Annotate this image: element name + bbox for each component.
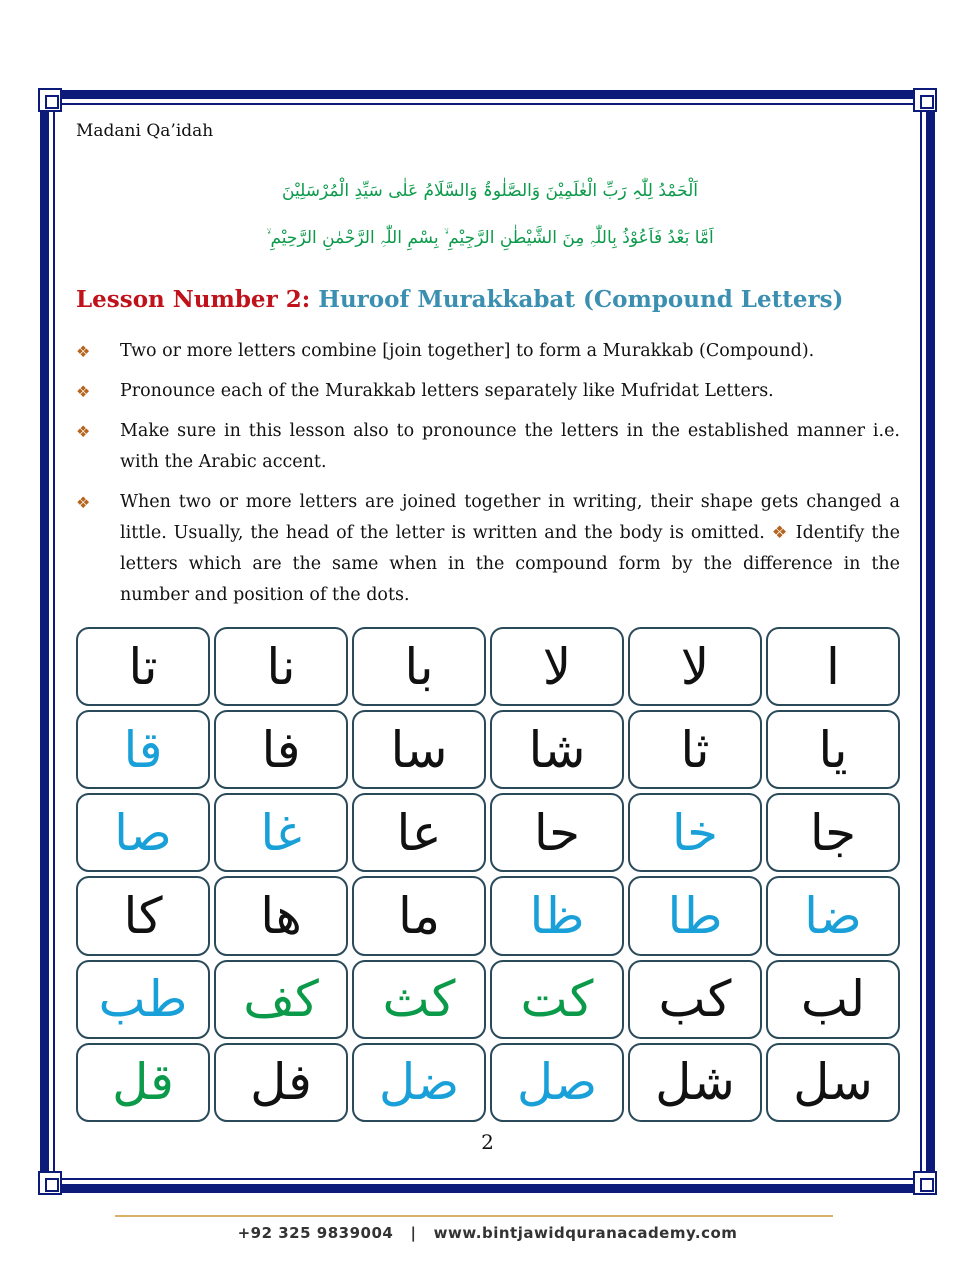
- list-item: [76, 487, 900, 611]
- diamond-bullet-icon: ❖: [76, 342, 91, 361]
- diamond-bullet-icon: ❖: [771, 523, 789, 543]
- list-item-text: When two or more letters are joined together in writing, their shape gets changed a little. Usually, the head of the letter is written and the body is omitted.: [120, 492, 900, 543]
- letter-cell: شل: [628, 1043, 762, 1122]
- letter-cell: کب: [628, 960, 762, 1039]
- letter-cell: ضل: [352, 1043, 486, 1122]
- lesson-title: Huroof Murakkabat (Compound Letters): [318, 286, 844, 313]
- letter-cell: لب: [766, 960, 900, 1039]
- letter-grid: [76, 627, 900, 1122]
- letter-cell: ا: [766, 627, 900, 706]
- list-item-text: Pronounce each of the Murakkab letters separately like Mufridat Letters.: [120, 381, 774, 401]
- letter-cell: فل: [214, 1043, 348, 1122]
- frame-corner-ornament: [38, 88, 62, 112]
- instruction-list: [76, 336, 900, 620]
- letter-cell: سل: [766, 1043, 900, 1122]
- letter-cell: جا: [766, 793, 900, 872]
- letter-cell: ھا: [214, 876, 348, 955]
- letter-cell: با: [352, 627, 486, 706]
- invocation-line-2: اَمَّا بَعْدُ فَاَعُوْذُ بِاللّٰہِ مِنَ الشَّیْطٰنِ الرَّجِیْمِ ۙ بِسْمِ اللّٰہِ الرَّحْمٰنِ الرَّحِیْمِ ۙ: [266, 228, 714, 248]
- frame-corner-ornament: [913, 1171, 937, 1195]
- list-item: [76, 336, 900, 367]
- header-title: Madani Qa’idah: [76, 121, 214, 141]
- list-item: [76, 376, 900, 407]
- letter-cell: کت: [490, 960, 624, 1039]
- page-number: 2: [481, 1130, 494, 1154]
- letter-cell: لا: [490, 627, 624, 706]
- footer-website: www.bintjawidquranacademy.com: [433, 1224, 738, 1242]
- letter-cell: کا: [76, 876, 210, 955]
- footer-separator: |: [410, 1224, 417, 1242]
- letter-cell: نا: [214, 627, 348, 706]
- letter-cell: حا: [490, 793, 624, 872]
- letter-cell: صا: [76, 793, 210, 872]
- frame-corner-ornament: [38, 1171, 62, 1195]
- letter-cell: یا: [766, 710, 900, 789]
- invocation-line-1: اَلْحَمْدُ لِلّٰہِ رَبِّ الْعٰلَمِیْنَ وَالصَّلٰوۃُ وَالسَّلَامُ عَلٰی سَیِّدِ الْمُرْسَلِیْنَ: [282, 181, 698, 201]
- letter-cell: خا: [628, 793, 762, 872]
- letter-cell: شا: [490, 710, 624, 789]
- letter-cell: ثا: [628, 710, 762, 789]
- list-item-text: Identify the letters which are the same when in the compound form by the difference in the number and position of the dots.: [120, 523, 900, 605]
- diamond-bullet-icon: ❖: [76, 422, 91, 441]
- footer-divider: [115, 1215, 833, 1217]
- letter-cell: کث: [352, 960, 486, 1039]
- letter-cell: قل: [76, 1043, 210, 1122]
- letter-cell: طب: [76, 960, 210, 1039]
- letter-cell: ظا: [490, 876, 624, 955]
- letter-cell: قا: [76, 710, 210, 789]
- letter-cell: عا: [352, 793, 486, 872]
- list-item-text: Make sure in this lesson also to pronounce the letters in the established manner i.e. with the Arabic accent.: [120, 421, 900, 472]
- lesson-heading: [76, 286, 843, 313]
- letter-cell: تا: [76, 627, 210, 706]
- footer-contact: [0, 1224, 975, 1242]
- letter-cell: فا: [214, 710, 348, 789]
- lesson-number: Lesson Number 2:: [76, 286, 311, 313]
- letter-cell: لا: [628, 627, 762, 706]
- letter-cell: طا: [628, 876, 762, 955]
- diamond-bullet-icon: ❖: [76, 493, 91, 512]
- letter-cell: کف: [214, 960, 348, 1039]
- footer-phone: +92 325 9839004: [237, 1224, 394, 1242]
- letter-cell: صل: [490, 1043, 624, 1122]
- frame-corner-ornament: [913, 88, 937, 112]
- letter-cell: ضا: [766, 876, 900, 955]
- letter-cell: ما: [352, 876, 486, 955]
- letter-cell: سا: [352, 710, 486, 789]
- letter-cell: غا: [214, 793, 348, 872]
- diamond-bullet-icon: ❖: [76, 382, 91, 401]
- list-item-text: Two or more letters combine [join together] to form a Murakkab (Compound).: [120, 341, 815, 361]
- list-item: [76, 416, 900, 478]
